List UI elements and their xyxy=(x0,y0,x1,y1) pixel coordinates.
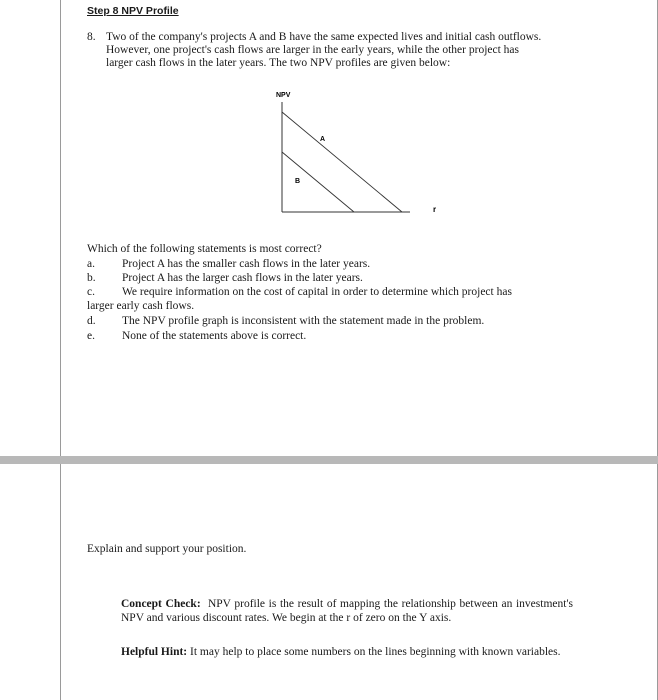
page-separator xyxy=(0,456,658,464)
project-a-line xyxy=(282,112,402,212)
npv-axis-label: NPV xyxy=(276,92,291,99)
project-b-line xyxy=(282,152,354,212)
option-c-continuation: larger early cash flows. xyxy=(87,300,195,312)
step-title: Step 8 NPV Profile xyxy=(87,5,179,17)
option-a-text: Project A has the smaller cash flows in the later years. xyxy=(122,258,371,270)
series-label-b: B xyxy=(295,178,301,185)
option-a-letter: a. xyxy=(87,258,95,270)
option-b-text: Project A has the larger cash flows in the later years. xyxy=(122,272,363,284)
question-prompt: Which of the following statements is most correct? xyxy=(87,243,322,255)
helpful-hint-label: Helpful Hint: xyxy=(121,646,188,658)
option-d-letter: d. xyxy=(87,315,96,327)
helpful-hint xyxy=(121,645,573,659)
r-axis-label: r xyxy=(433,205,437,214)
option-c-text: We require information on the cost of capital in order to determine which project has xyxy=(122,286,512,298)
option-b-letter: b. xyxy=(87,272,96,284)
document-page-lower xyxy=(60,464,658,700)
option-e-letter: e. xyxy=(87,330,95,342)
question-number: 8. xyxy=(87,31,96,43)
concept-check xyxy=(121,597,573,625)
explain-prompt: Explain and support your position. xyxy=(87,543,247,555)
npv-profile-chart xyxy=(240,84,460,224)
series-label-a: A xyxy=(320,136,326,143)
option-c-letter: c. xyxy=(87,286,95,298)
question-text: Two of the company's projects A and B have the same expected lives and initial cash outflows. However, one project's cash flows are larger in the early years, while the other project has larger cash flows in the later years. The two NPV profiles are given below: xyxy=(106,31,542,69)
helpful-hint-text: It may help to place some numbers on the lines beginning with known variables. xyxy=(190,646,561,658)
concept-check-label: Concept Check: xyxy=(121,598,201,610)
option-d-text: The NPV profile graph is inconsistent with the statement made in the problem. xyxy=(122,315,485,327)
option-e-text: None of the statements above is correct. xyxy=(122,330,307,342)
concept-check-text: NPV profile is the result of mapping the relationship between an investment's NPV and various discount rates. We begin at the r of zero on the Y axis. xyxy=(121,598,573,624)
